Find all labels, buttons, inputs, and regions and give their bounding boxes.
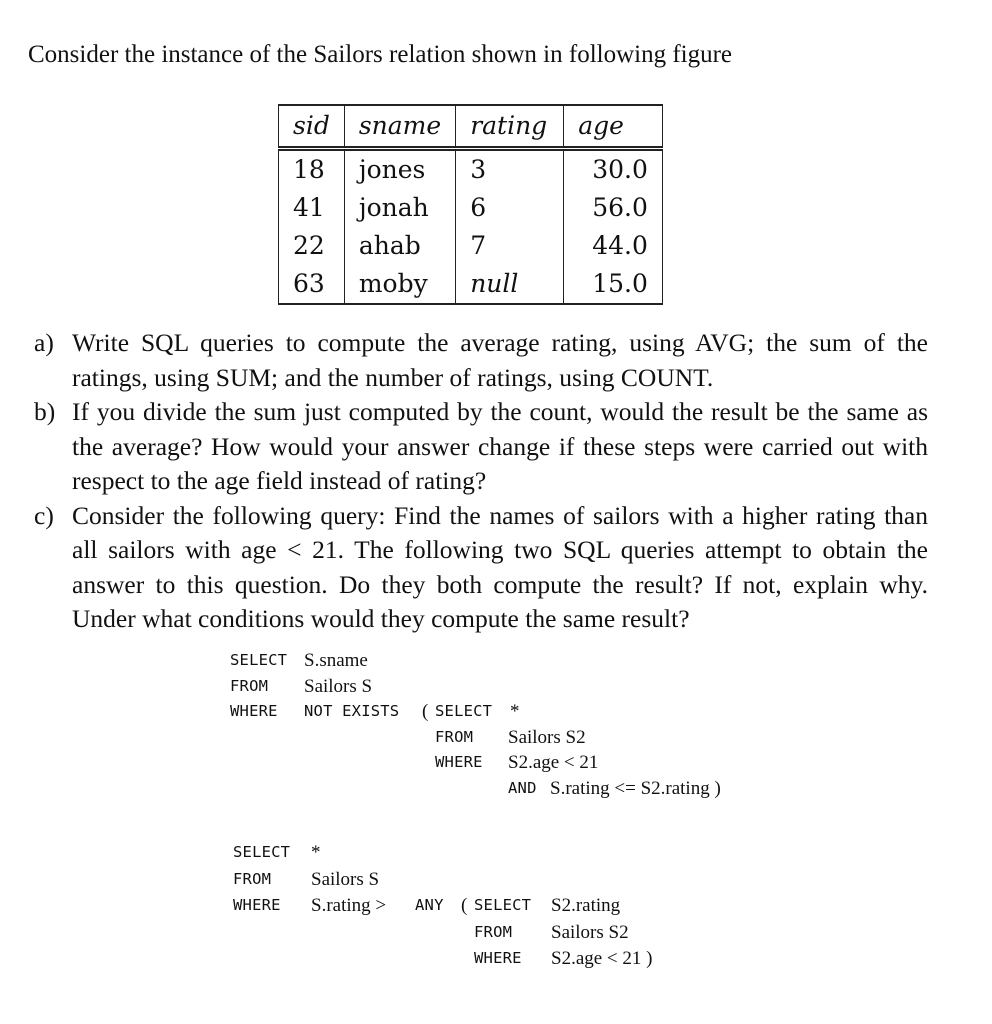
cell-sname: jonah xyxy=(344,189,455,227)
sql-text: ( xyxy=(422,701,429,722)
sql-text: S2.rating xyxy=(551,895,621,916)
sql-keyword: WHERE xyxy=(233,896,281,914)
sql-text: * xyxy=(510,701,520,722)
sql-text: Sailors S2 xyxy=(551,921,629,943)
question-a xyxy=(34,326,928,395)
sql-keyword: SELECT xyxy=(233,843,291,861)
cell-sid: 41 xyxy=(279,189,345,227)
cell-age: 30.0 xyxy=(564,149,663,190)
sql-keyword: NOT EXISTS xyxy=(304,702,400,720)
table-header-row xyxy=(279,105,663,149)
col-header-age: age xyxy=(564,105,663,149)
question-text: Consider the following query: Find the names of sailors with a higher rating than all sailors with age < 21. The following two SQL queries attempt to obtain the answer to this question. Do they both compute the result? If not, explain why. Under what conditions would they compute the same result? xyxy=(72,500,928,633)
intro-text: Consider the instance of the Sailors relation shown in following figure xyxy=(28,41,733,68)
sailors-table xyxy=(278,104,663,305)
cell-sid: 63 xyxy=(279,265,345,304)
sql-keyword: WHERE xyxy=(474,949,522,967)
question-text: Write SQL queries to compute the average rating, using AVG; the sum of the ratings, using SUM; and the number of ratings, using COUNT. xyxy=(72,328,928,392)
question-marker: c) xyxy=(34,500,54,530)
sql-text: ( xyxy=(461,895,468,916)
cell-sid: 22 xyxy=(279,227,345,265)
table-row xyxy=(279,265,663,304)
sql-text: S.rating <= S2.rating ) xyxy=(550,777,721,799)
question-c xyxy=(34,499,928,637)
sql-text: S2.age < 21 ) xyxy=(551,948,653,969)
cell-age: 44.0 xyxy=(564,227,663,265)
col-header-sname: sname xyxy=(344,105,455,149)
sql-keyword: WHERE xyxy=(230,702,278,720)
cell-age: 56.0 xyxy=(564,189,663,227)
sql-text: S.sname xyxy=(304,650,368,671)
question-marker: b) xyxy=(34,397,56,426)
sql-text: Sailors S2 xyxy=(508,726,586,748)
sql-text: * xyxy=(311,842,321,863)
question-list xyxy=(34,326,928,637)
cell-sid: 18 xyxy=(279,149,345,190)
sql-keyword: FROM xyxy=(233,869,272,888)
sql-keyword: SELECT xyxy=(474,896,532,914)
cell-rating: 3 xyxy=(456,149,564,190)
sql-text: Sailors S xyxy=(311,868,380,890)
question-text: If you divide the sum just computed by the count, would the result be the same as the average? How would your answer change if these steps were carried out with respect to the age field instead of rating? xyxy=(72,397,928,495)
question-marker: a) xyxy=(34,328,54,357)
sql-text: Sailors S xyxy=(304,675,373,697)
cell-sname: ahab xyxy=(344,227,455,265)
sql-query-2 xyxy=(233,840,713,973)
col-header-rating: rating xyxy=(456,105,564,149)
col-header-sid: sid xyxy=(279,105,345,149)
table-row xyxy=(279,149,663,190)
sql-keyword: FROM xyxy=(474,922,513,941)
sql-text: S2.age < 21 xyxy=(508,752,599,773)
sql-keyword: FROM xyxy=(230,676,269,695)
sql-keyword: SELECT xyxy=(230,651,288,669)
sql-query-1 xyxy=(230,648,790,801)
sql-text: S.rating > xyxy=(311,895,387,916)
cell-sname: jones xyxy=(344,149,455,190)
table-row xyxy=(279,227,663,265)
sql-keyword: AND xyxy=(508,778,537,797)
sql-keyword: FROM xyxy=(435,727,474,746)
table-row xyxy=(279,189,663,227)
cell-rating: 6 xyxy=(456,189,564,227)
cell-rating: 7 xyxy=(456,227,564,265)
cell-sname: moby xyxy=(344,265,455,304)
sql-keyword: ANY xyxy=(415,896,444,914)
sql-keyword: WHERE xyxy=(435,753,483,771)
cell-age: 15.0 xyxy=(564,265,663,304)
question-b xyxy=(34,395,928,499)
sql-keyword: SELECT xyxy=(435,702,493,720)
cell-rating: null xyxy=(456,265,564,304)
